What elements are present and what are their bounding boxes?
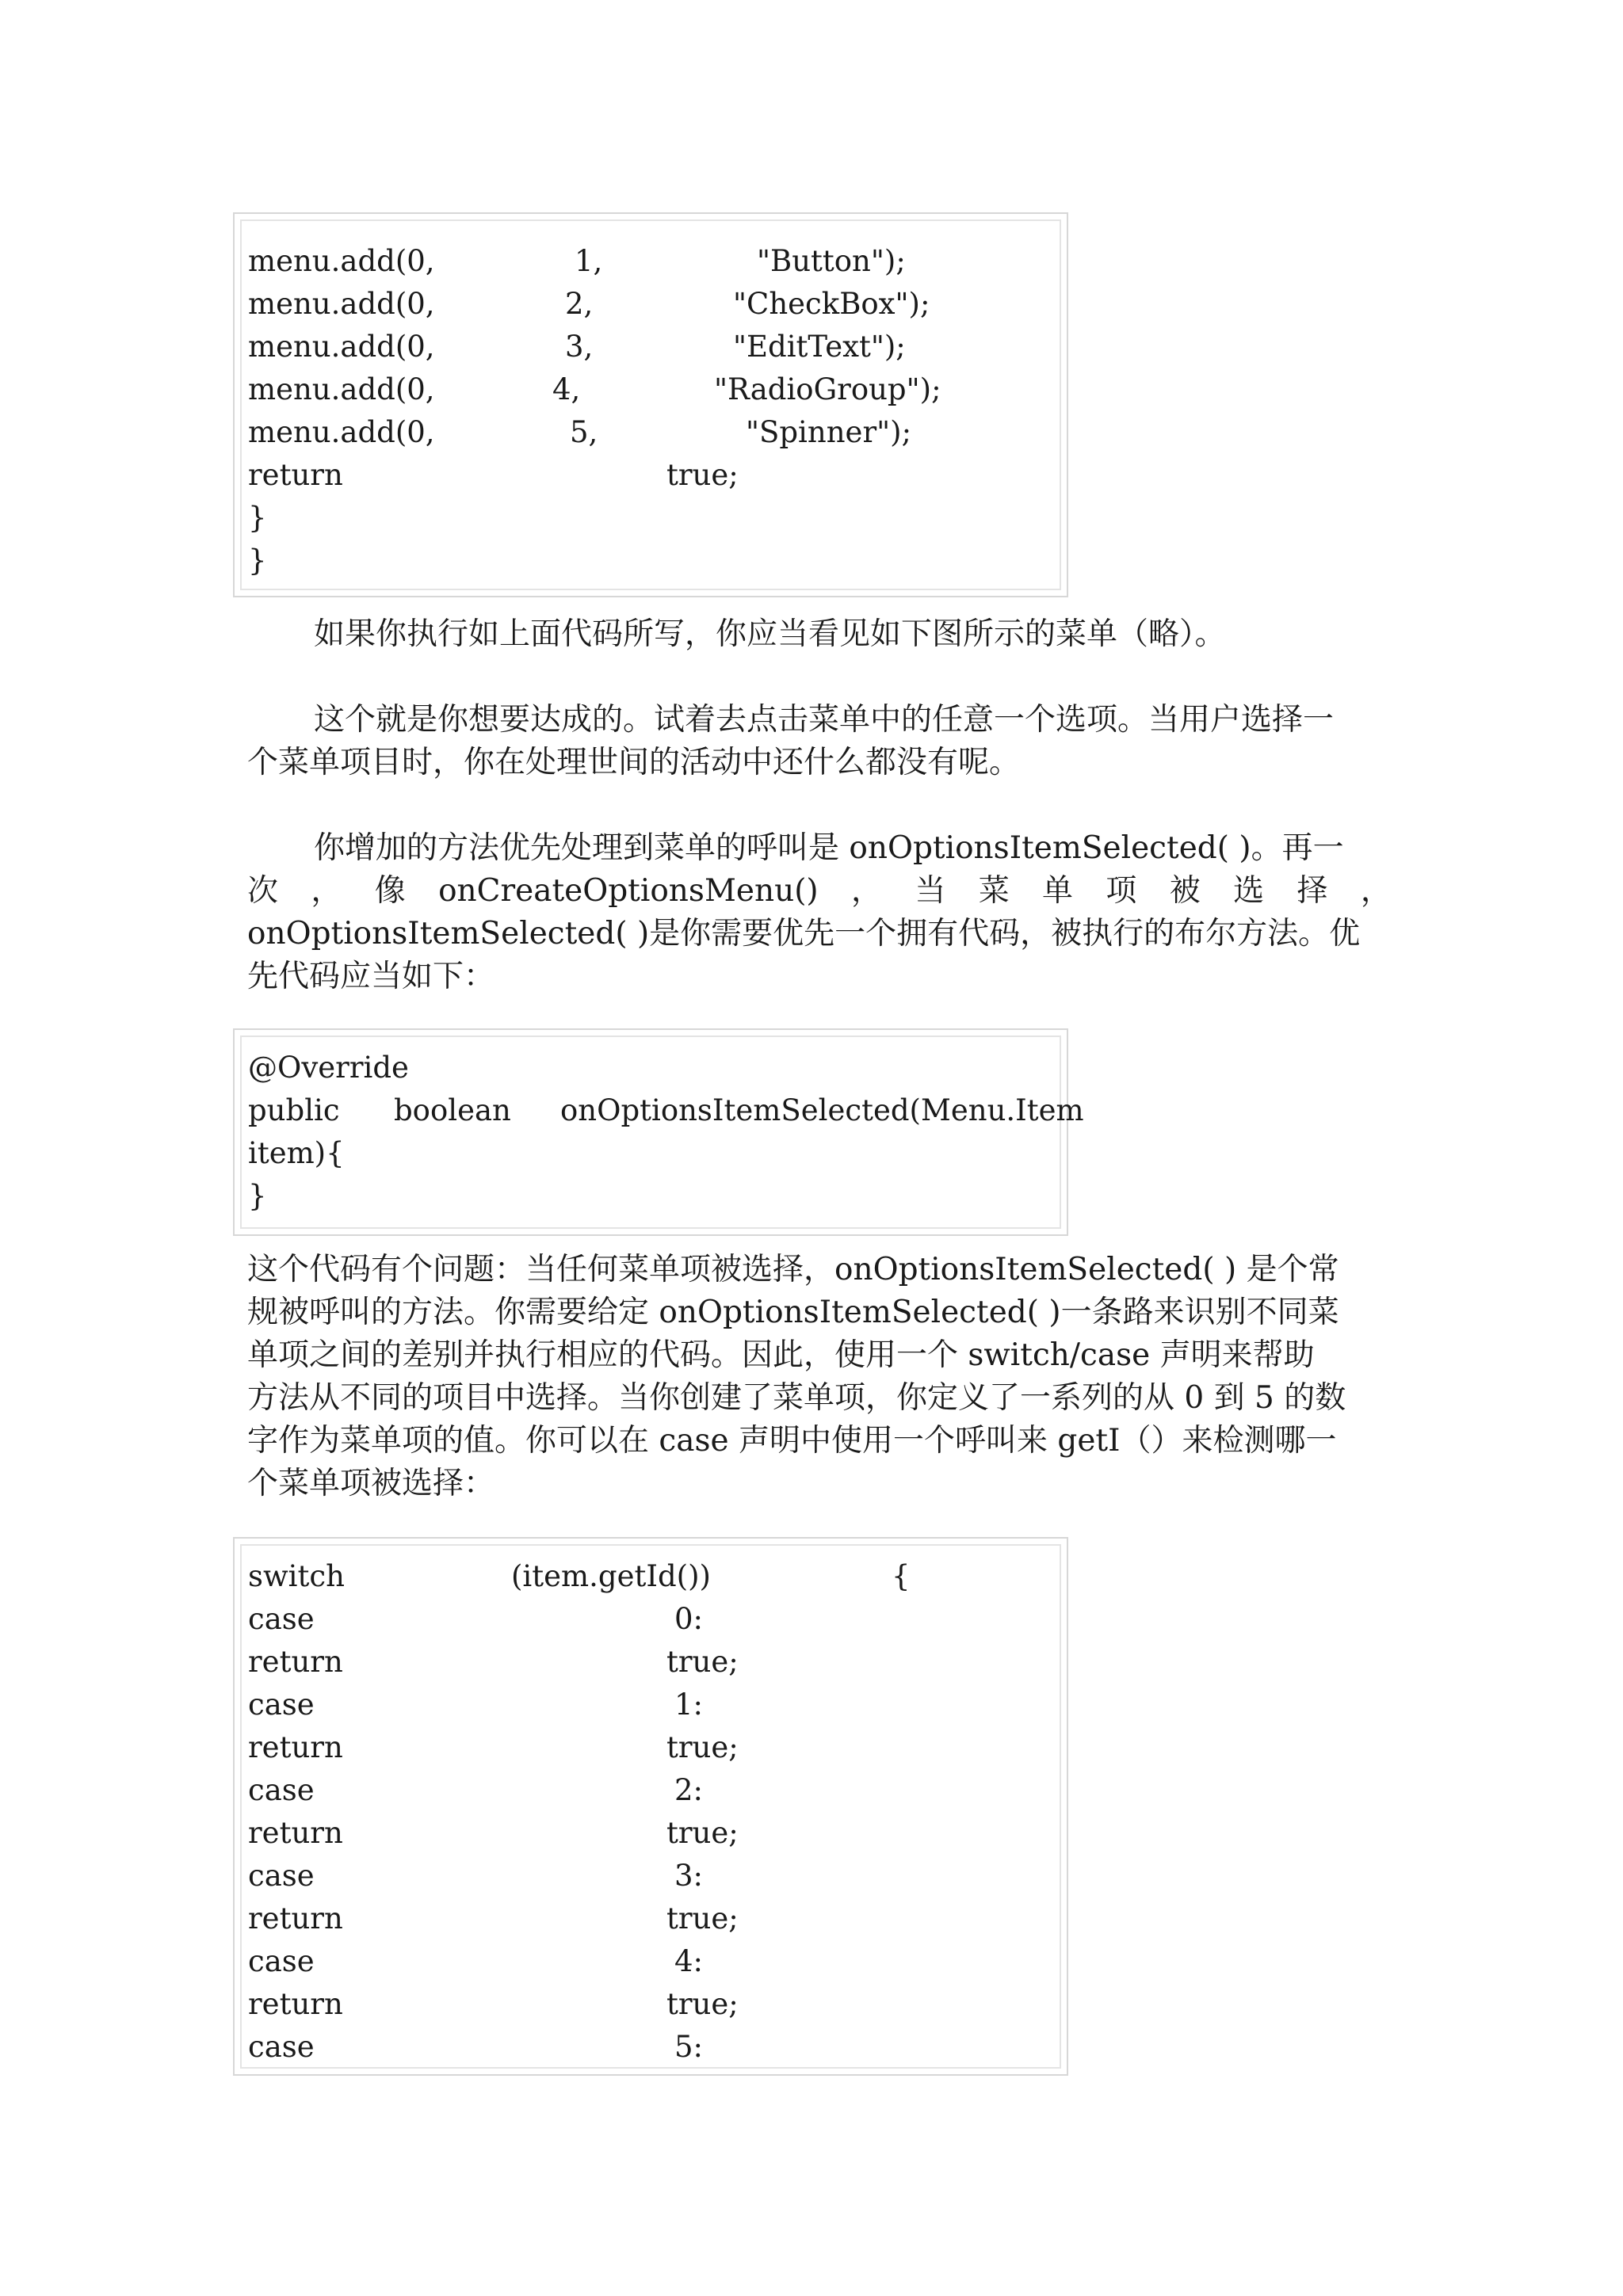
code-line (242, 1175, 1060, 1218)
text-line: 规被呼叫的方法。你需要给定 onOptionsItemSelected( )一条路来识别不同菜 (247, 1295, 1339, 1330)
code-token: return (248, 1816, 343, 1850)
code-line (242, 454, 1060, 497)
word: 次 (247, 873, 279, 909)
code-token: menu.add(0, (248, 372, 435, 406)
paragraph-switch-case (247, 1249, 1392, 1505)
code-token: 4, (552, 372, 581, 406)
text-line: onOptionsItemSelected( )是你需要优先一个拥有代码，被执行的布尔方法。优 (247, 916, 1361, 952)
code-token: menu.add(0, (248, 287, 435, 321)
code-block-inner (240, 1035, 1084, 1229)
word: ， (311, 873, 342, 909)
code-line (242, 1855, 1060, 1897)
code-token: onOptionsItemSelected(Menu.Item (560, 1093, 1084, 1127)
word: 选 (1233, 873, 1265, 909)
text-line: 你增加的方法优先处理到菜单的呼叫是 onOptionsItemSelected( )。再一 (314, 830, 1344, 866)
text-line: 单项之间的差别并执行相应的代码。因此，使用一个 switch/case 声明来帮助 (247, 1337, 1315, 1373)
code-line (242, 1726, 1060, 1769)
text-line: 这个就是你想要达成的。试着去点击菜单中的任意一个选项。当用户选择一 (314, 702, 1335, 738)
word: ， (1360, 873, 1392, 909)
word: onCreateOptionsMenu() (438, 873, 819, 909)
code-token: "EditText"); (733, 330, 906, 364)
code-token: return (248, 458, 343, 492)
code-line (242, 540, 1060, 582)
code-token: return (248, 1987, 343, 2021)
text-line: 字作为菜单项的值。你可以在 case 声明中使用一个呼叫来 getI（）来检测哪一 (247, 1423, 1337, 1459)
code-token: 0: (674, 1602, 704, 1636)
code-token: "Button"); (757, 244, 906, 278)
code-line (242, 1047, 1060, 1089)
code-token: 1: (674, 1688, 704, 1722)
code-token: 3, (565, 330, 594, 364)
code-token: (item.getId()) (511, 1559, 711, 1593)
code-block-menu-add (233, 212, 1068, 597)
code-token: menu.add(0, (248, 330, 435, 364)
word: 单 (1042, 873, 1074, 909)
text-line: 个菜单项目时，你在处理世间的活动中还什么都没有呢。 (247, 745, 1021, 780)
code-token: true; (666, 1816, 739, 1850)
code-token: boolean (394, 1093, 511, 1127)
word: ， (850, 873, 882, 909)
code-line (242, 1641, 1060, 1684)
word: 被 (1169, 873, 1201, 909)
code-line (242, 1983, 1060, 2026)
code-line (242, 326, 1060, 368)
code-token: 1, (575, 244, 603, 278)
code-block-inner (240, 1544, 1061, 2069)
code-token: case (248, 2030, 315, 2064)
paragraph-on-options-item-selected (247, 827, 1392, 998)
code-line (242, 1897, 1060, 1940)
text-line: 这个代码有个问题：当任何菜单项被选择，onOptionsItemSelected( ) 是个常 (247, 1252, 1339, 1287)
code-line (242, 1769, 1060, 1812)
code-block-override (233, 1028, 1084, 1236)
code-token: } (248, 1179, 267, 1213)
code-token: true; (666, 1901, 739, 1936)
code-line (242, 497, 1060, 540)
text-line: 如果你执行如上面代码所写，你应当看见如下图所示的菜单（略）。 (314, 616, 1226, 652)
code-token: { (892, 1559, 911, 1593)
code-token: item){ (248, 1136, 345, 1170)
code-token: 3: (674, 1859, 704, 1893)
word: 像 (374, 873, 406, 909)
code-token: return (248, 1901, 343, 1936)
text-line: 方法从不同的项目中选择。当你创建了菜单项，你定义了一系列的从 0 到 5 的数 (247, 1380, 1346, 1416)
text-line: 个菜单项被选择： (247, 1466, 495, 1501)
word: 当 (915, 873, 946, 909)
code-token: 4: (674, 1944, 704, 1978)
code-line (242, 283, 1060, 326)
paragraph-click-menu (247, 699, 1392, 784)
code-token: true; (666, 1987, 739, 2021)
code-token: "Spinner"); (746, 415, 912, 449)
paragraph-menu-result (247, 613, 1392, 656)
code-line (242, 1555, 1060, 1598)
code-token: case (248, 1602, 315, 1636)
code-token: true; (666, 1645, 739, 1679)
code-line (242, 1132, 1060, 1175)
code-line (242, 1940, 1060, 1983)
code-line (242, 1598, 1060, 1641)
code-token: return (248, 1645, 343, 1679)
code-token: "CheckBox"); (733, 287, 930, 321)
code-token: 5, (570, 415, 598, 449)
code-token: true; (666, 458, 739, 492)
text-line-justified (247, 870, 1392, 913)
code-block-inner (240, 219, 1061, 590)
code-line (242, 411, 1060, 454)
code-token: @Override (248, 1051, 409, 1085)
code-token: 2: (674, 1773, 704, 1807)
word: 菜 (978, 873, 1010, 909)
code-token: true; (666, 1730, 739, 1764)
code-token: "RadioGroup"); (714, 372, 941, 406)
code-line (242, 368, 1060, 411)
code-token: menu.add(0, (248, 415, 435, 449)
code-line (242, 1812, 1060, 1855)
code-token: } (248, 501, 267, 535)
code-token: case (248, 1773, 315, 1807)
code-token: switch (248, 1559, 345, 1593)
code-line (242, 2026, 1060, 2069)
text-line: 先代码应当如下： (247, 959, 495, 994)
word: 项 (1106, 873, 1137, 909)
code-token: case (248, 1944, 315, 1978)
code-line (242, 1684, 1060, 1726)
code-line (242, 1089, 1084, 1132)
code-token: menu.add(0, (248, 244, 435, 278)
code-token: return (248, 1730, 343, 1764)
code-token: 5: (674, 2030, 704, 2064)
code-token: case (248, 1688, 315, 1722)
code-line (242, 240, 1060, 283)
word: 择 (1296, 873, 1328, 909)
code-block-switch (233, 1537, 1068, 2076)
code-token: 2, (565, 287, 594, 321)
code-token: public (248, 1093, 340, 1127)
code-token: } (248, 543, 267, 578)
code-token: case (248, 1859, 315, 1893)
